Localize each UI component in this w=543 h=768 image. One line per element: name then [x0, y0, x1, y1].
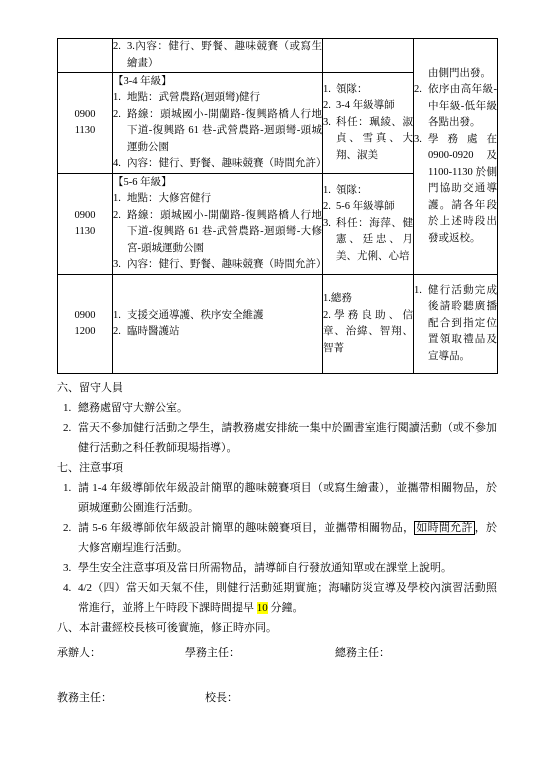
schedule-row — [58, 275, 498, 374]
time-cell — [58, 174, 113, 275]
signature-area — [57, 643, 497, 708]
staff-cell — [323, 275, 414, 374]
staff-item — [323, 199, 413, 216]
section-7-item — [57, 478, 497, 518]
note-item — [414, 82, 497, 132]
note-item — [414, 283, 497, 366]
staff-cell — [323, 39, 414, 73]
item-number: 2. — [63, 522, 72, 534]
section-7-heading: 七、注意事項 — [57, 462, 123, 474]
time-end: 1130 — [74, 226, 96, 237]
academic-affairs-signature-label: 教務主任： — [57, 692, 112, 704]
boxed-note: 如時間允許 — [416, 522, 473, 534]
section-6-heading: 六、留守人員 — [57, 382, 123, 394]
document-body — [57, 378, 497, 638]
student-affairs-signature-label: 學務主任： — [185, 647, 240, 659]
signature-row — [57, 688, 497, 708]
section-7-item — [57, 578, 497, 618]
schedule-table — [57, 38, 498, 374]
item-text: 領隊： — [336, 83, 368, 95]
content-cell — [113, 174, 327, 275]
item-text: 科任：珮綾、淑貞、雪真、大翔、淑美 — [336, 116, 413, 161]
staff-line: 2.學務良助、信章、治緯、智翔、智菁 — [323, 309, 413, 354]
item-number: 2. — [113, 41, 121, 52]
staff-item — [323, 216, 413, 266]
staff-item — [323, 115, 413, 165]
item-number: 1. — [414, 284, 422, 296]
item-number: 3. — [414, 133, 422, 145]
time-cell — [58, 275, 113, 374]
item-number: 4. — [113, 158, 121, 169]
item-text: 學務處在 0900-0920 及 1100-1130 於側門協助交通導護。請各年段於上述時段出發或返校。 — [428, 133, 497, 244]
item-number: 2. — [323, 100, 331, 112]
item-number: 1. — [113, 193, 121, 204]
item-number: 1. — [63, 402, 72, 414]
section-7-item — [57, 558, 497, 578]
staff-item — [323, 82, 413, 99]
item-number: 3. — [63, 562, 72, 574]
time-end: 1130 — [74, 125, 96, 136]
notes-cell — [414, 275, 498, 374]
time-start: 0900 — [74, 209, 96, 221]
content-cell — [113, 73, 327, 174]
notes-cell — [414, 39, 498, 275]
time-end: 1200 — [74, 326, 96, 337]
item-text: 支援交通導護、秩序安全維護 — [127, 309, 264, 321]
content-cell — [113, 39, 323, 73]
list-item — [113, 107, 322, 157]
item-number: 2. — [414, 84, 422, 96]
item-text: 路線：頭城國小-開蘭路-復興路橋人行地下道-復興路 61 巷-武營農路-迴頭彎-大修宮-頭城運動公園 — [127, 209, 322, 254]
item-text: 地點：大修宮健行 — [127, 193, 211, 204]
signature-row — [57, 643, 497, 663]
time-start: 0900 — [74, 108, 96, 120]
item-number: 1. — [113, 92, 121, 103]
item-text: 當天不參加健行活動之學生，請教務處安排統一集中於圖書室進行閱讀活動（或不參加健行活動之科任教師現場指導）。 — [78, 422, 497, 454]
item-number: 2. — [323, 201, 331, 213]
list-item — [113, 191, 322, 208]
item-text: 地點：武營農路(迴頭彎)健行 — [127, 92, 260, 103]
item-text-before: 請 5-6 年級導師依年級設計簡單的趣味競賽項目，並攜帶相關物品， — [78, 522, 415, 534]
item-text: 3-4 年級導師 — [336, 100, 395, 112]
item-text — [78, 518, 497, 558]
list-item — [113, 208, 322, 258]
principal-signature-label: 校長： — [205, 692, 238, 704]
item-number: 1. — [113, 309, 121, 321]
highlighted-number: 10 — [256, 602, 268, 614]
item-text: 請 1-4 年級導師依年級設計簡單的趣味競賽項目（或寫生繪畫），並攜帶相關物品，於頭城運動公園進行活動。 — [78, 482, 497, 514]
item-text: 科任：海萍、健憲、廷忠、月美、尤俐、心培 — [336, 217, 413, 262]
item-text: 健行活動完成後請聆聽廣播配合到指定位置領取禮品及宣導品。 — [428, 284, 497, 362]
list-item — [113, 39, 322, 72]
item-number: 2. — [63, 422, 72, 434]
item-text-after: 分鐘。 — [267, 602, 304, 614]
time-start: 0900 — [74, 309, 96, 321]
item-text-before: 4/2（四）當天如天氣不佳，則健行活動延期實施；海嘯防災宣導及學校內演習活動照常進行，並將上午時段下課時間提早 — [78, 582, 497, 614]
note-item — [414, 132, 497, 248]
item-number: 2. — [113, 108, 121, 120]
item-number: 1. — [323, 83, 331, 95]
time-cell — [58, 39, 113, 73]
grade-heading: 【3-4 年級】 — [113, 75, 172, 87]
content-cell — [113, 275, 323, 374]
item-number: 3. — [323, 217, 331, 229]
item-text: 5-6 年級導師 — [336, 201, 395, 213]
item-text — [78, 578, 497, 618]
item-text: 領隊： — [336, 184, 368, 196]
grade-heading: 【5-6 年級】 — [113, 176, 172, 188]
general-affairs-signature-label: 總務主任： — [335, 647, 390, 659]
section-7-item — [57, 518, 497, 558]
undertaker-signature-label: 承辦人： — [57, 647, 101, 659]
section-6-item — [57, 418, 497, 458]
item-text: 臨時醫護站 — [127, 326, 180, 337]
list-item — [113, 308, 322, 325]
item-number: 2. — [113, 209, 121, 221]
section-8-text: 八、本計畫經校長核可後實施，修正時亦同。 — [57, 622, 277, 634]
staff-cell — [323, 174, 414, 275]
item-number: 1. — [323, 184, 331, 196]
item-number: 2. — [113, 326, 121, 337]
staff-item — [323, 98, 413, 115]
item-text: 依序由高年級-中年級-低年級各點出發。 — [428, 84, 497, 129]
note-continuation: 由側門出發。 — [428, 67, 491, 79]
list-item — [113, 257, 327, 274]
item-number: 4. — [63, 582, 72, 594]
item-text: 內容：健行、野餐、趣味競賽（時間允許） — [127, 158, 327, 169]
staff-item — [323, 183, 413, 200]
item-text: 學生安全注意事項及當日所需物品，請導師自行發放通知單或在課堂上說明。 — [78, 562, 452, 574]
section-6-item — [57, 398, 497, 418]
item-text: 內容：健行、野餐、趣味競賽（時間允許） — [127, 259, 327, 270]
staff-cell — [323, 73, 414, 174]
list-item — [113, 324, 322, 341]
time-cell — [58, 73, 113, 174]
schedule-row — [58, 39, 498, 73]
item-number: 1. — [63, 482, 72, 494]
item-number: 3. — [113, 259, 121, 270]
item-text: 總務處留守大辦公室。 — [78, 402, 188, 414]
item-text-after: ，於大修宮廟埕進行活動。 — [78, 522, 498, 554]
list-item — [113, 156, 327, 173]
item-text: 路線：頭城國小-開蘭路-復興路橋人行地下道-復興路 61 巷-武營農路-迴頭彎-頭城運動公園 — [127, 108, 322, 153]
staff-line: 1.總務 — [323, 293, 352, 304]
item-text: 3.內容：健行、野餐、趣味競賽（或寫生繪畫） — [127, 41, 322, 69]
item-number: 3. — [323, 116, 331, 128]
list-item — [113, 90, 322, 107]
